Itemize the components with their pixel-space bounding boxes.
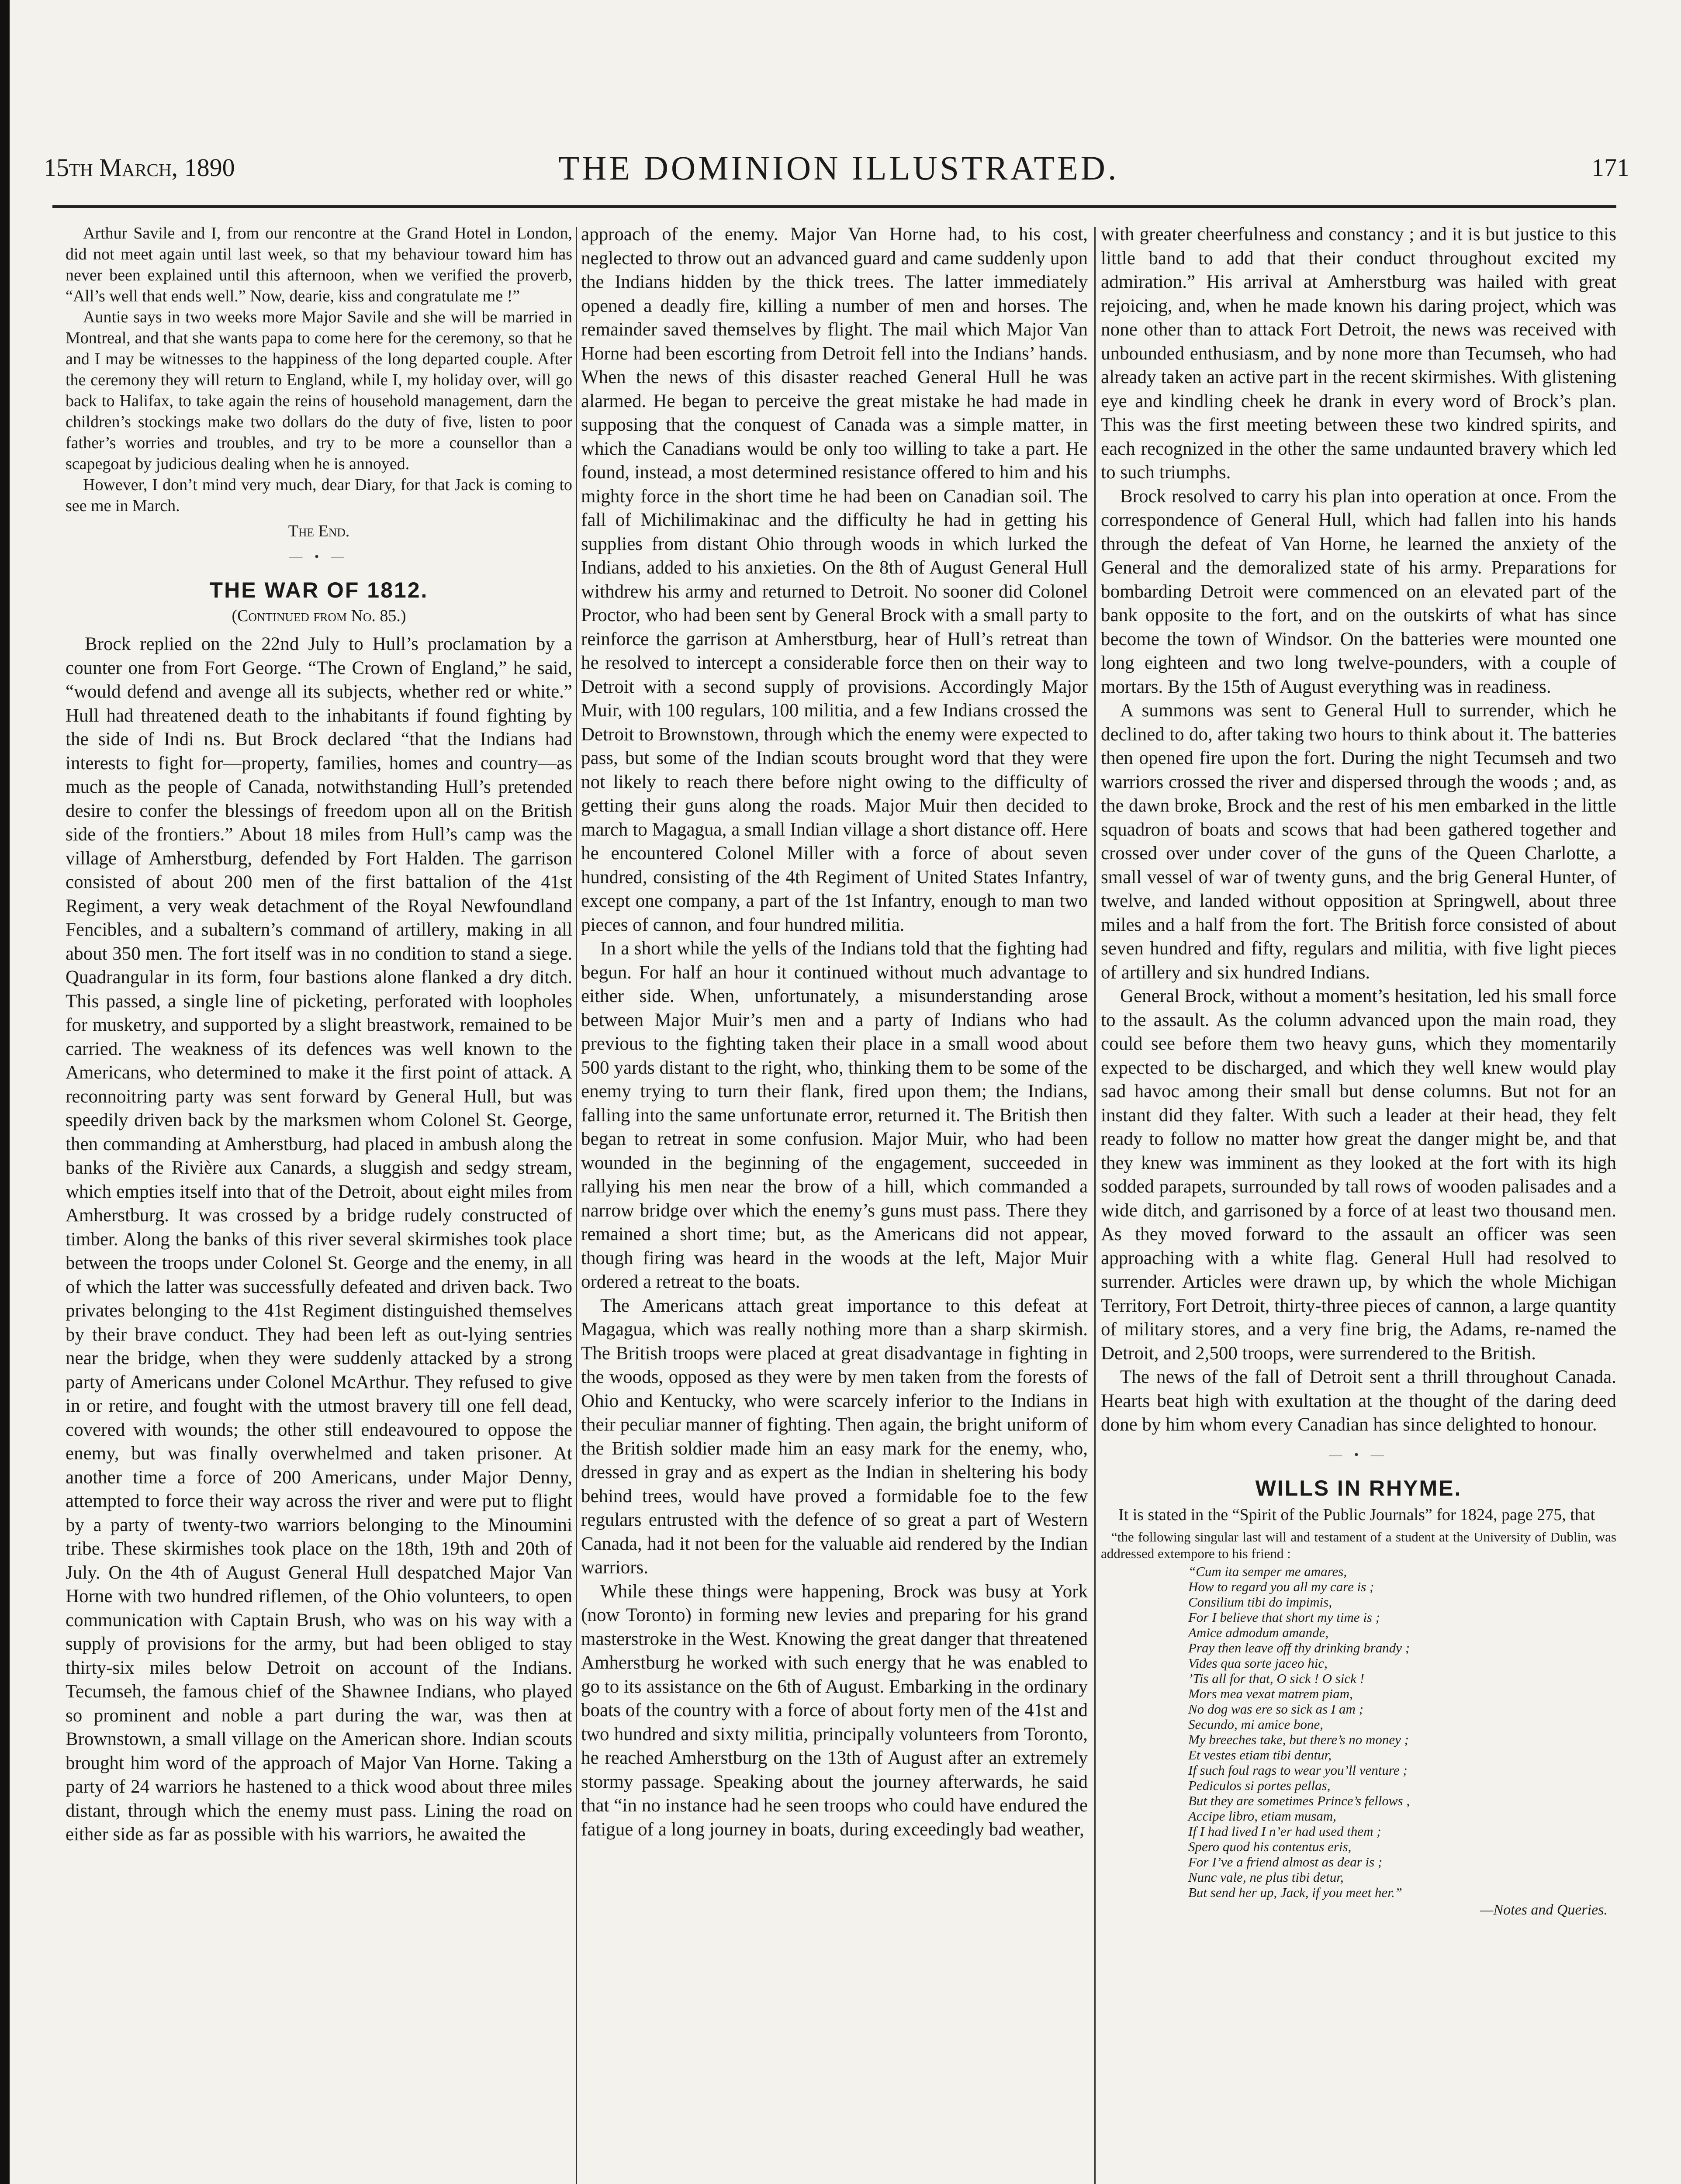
story-paragraph: Arthur Savile and I, from our rencontre at the Grand Hotel in London, did not meet again until last week, so that my behaviour toward him has never been explained until this afternoon, when we verified the proverb, “All’s well that ends well.” Now, dearie, kiss and congratulate me !” [66, 224, 572, 305]
article-paragraph: Brock replied on the 22nd July to Hull’s proclamation by a counter one from Fort George. “The Crown of England,” he said, “would defend and avenge all its subjects, whether red or white.” Hull had threatened death to the inhabitants if found fighting by the side of Indi ns. But Brock declared “that the Indians had interests to fight for—property, families, homes and country—as much as the people of Canada, notwithstanding Hull’s pretended desire to confer the blessings of freedom upon all on the British side of the frontiers.” About 18 miles from Hull’s camp was the village of Amherstburg, defended by Fort Halden. The garrison consisted of about 200 men of the first battalion of the 41st Regiment, a very weak detachment of the Royal Newfoundland Fencibles, and a subaltern’s command of artillery, making in all about 350 men. The fort itself was in no condition to stand a siege. Quadrangular in its form, four bastions alone flanked a dry ditch. This passed, a single line of picketing, perforated with loopholes for musketry, and supported by a slight breastwork, remained to be carried. The weakness of its defences was well known to the Americans, who determined to make it the first point of attack. A reconnoitring party was sent forward by General Hull, but was speedily driven back by the marksmen whom Colonel St. George, then commanding at Amherstburg, had placed in ambush along the banks of the Rivière aux Canards, a sluggish and sedgy stream, which empties itself into that of the Detroit, about eight miles from Amherstburg. It was crossed by a bridge rudely constructed of timber. Along the banks of this river several skirmishes took place between the troops under Colonel St. George and the enemy, in all of which the latter was successfully defeated and driven back. Two privates belonging to the 41st Regiment distinguished themselves by their brave conduct. They had been left as out-lying sentries near the bridge, when they were suddenly attacked by a strong party of Americans under Colonel McArthur. They refused to give in or retire, and fought with the utmost bravery till one fell dead, covered with wounds; the other still endeavoured to oppose the enemy, but was finally overwhelmed and taken prisoner. At another time a force of 200 Americans, under Major Denny, attempted to force their way across the river and were put to flight by a party of twenty-two warriors belonging to the Minoumini tribe. These skirmishes took place on the 18th, 19th and 20th of July. On the 4th of August General Hull despatched Major Van Horne with two hundred riflemen, of the Ohio volunteers, to open communication with Captain Brush, who was on his way with a supply of provisions for the army, but had been obliged to stay thirty-six miles below Detroit on account of the Indians. Tecumseh, the famous chief of the Shawnee Indians, who played so prominent and noble a part during the war, was then at Brownstown, a small village on the American shore. Indian scouts brought him word of the approach of Major Van Horne. Taking a party of 24 warriors he hastened to a thick wood about three miles distant, through which the enemy must pass. Lining the road on either side as far as possible with his warriors, he awaited the [66, 634, 572, 1845]
verse-line: If such foul rags to wear you’ll venture ; [1188, 1762, 1408, 1778]
war-article-subtitle: (Continued from No. 85.) [232, 607, 406, 625]
story-end-label: The End. [288, 522, 350, 540]
article-paragraph: The news of the fall of Detroit sent a thrill throughout Canada. Hearts beat high with exultation at the thought of the daring deed done by him whom every Canadian has since delighted to honour. [1101, 1367, 1616, 1435]
war-article-title: THE WAR OF 1812. [209, 578, 429, 602]
verse-line: Accipe libro, etiam musam, [1188, 1808, 1336, 1824]
verse-line: “Cum ita semper me amares, [1188, 1563, 1347, 1579]
page-number: 171 [1591, 153, 1629, 182]
verse-line: Et vestes etiam tibi dentur, [1188, 1747, 1332, 1762]
article-paragraph: Brock resolved to carry his plan into operation at once. From the correspondence of General Hull, which had fallen into his hands through the defeat of Van Horne, he learned the anxiety of the General and the demoralized state of his army. Preparations for bombarding Detroit were commenced on an elevated part of the bank opposite to the fort, and on the outskirts of what has since become the town of Windsor. On the batteries were mounted one long eighteen and two long twelve-pounders, with a couple of mortars. By the 15th of August everything was in readiness. [1101, 486, 1616, 697]
verse-line: Consilium tibi do impimis, [1188, 1594, 1332, 1610]
wills-quote-lead: “the following singular last will and testament of a student at the University of Dublin, was addressed extempore to his friend : [1101, 1529, 1616, 1561]
article-paragraph: A summons was sent to General Hull to surrender, which he declined to do, after taking two hours to think about it. The batteries then opened fire upon the fort. During the night Tecumseh and two warriors crossed the river and dispersed through the woods ; and, as the dawn broke, Brock and the rest of his men embarked in the little squadron of boats and scows that had been gathered together and crossed over under cover of the guns of the Queen Charlotte, a small vessel of war of twenty guns, and the brig General Hunter, of twelve, and landed without opposition at Springwell, about three miles and a half from the fort. The British force consisted of about seven hundred and fifty, regulars and militia, with five light pieces of artillery and six hundred Indians. [1101, 700, 1616, 983]
header-rule [52, 205, 1616, 208]
article-paragraph: General Brock, without a moment’s hesitation, led his small force to the assault. As the column advanced upon the main road, they could see before them two heavy guns, which they momentarily expected to be discharged, and which they well knew would play sad havoc among their small but dense columns. But not for an instant did they falter. With such a leader at their head, they felt ready to follow no matter how great the danger might be, and that they knew was imminent as they looked at the fort with its high sodded parapets, surrounded by tall rows of wooden palisades and a wide ditch, and garrisoned by a force of at least two thousand men. As they moved forward to the assault an officer was seen approaching with a white flag. General Hull had resolved to surrender. Articles were drawn up, by which the whole Michigan Territory, Fort Detroit, thirty-three pieces of cannon, a large quantity of military stores, and a very fine brig, the Adams, re-named the Detroit, and 2,500 troops, were surrendered to the British. [1101, 986, 1616, 1364]
verse-line: For I believe that short my time is ; [1188, 1609, 1380, 1625]
verse-line: Secundo, mi amice bone, [1188, 1716, 1324, 1732]
binding-edge [0, 0, 10, 2184]
publication-title: THE DOMINION ILLUSTRATED. [558, 149, 1119, 187]
verse-line: But send her up, Jack, if you meet her.” [1188, 1884, 1402, 1900]
wills-intro: It is stated in the “Spirit of the Public Journals” for 1824, page 275, that [1118, 1505, 1595, 1524]
wills-verse [1188, 1564, 1616, 1900]
verse-line: ’Tis all for that, O sick ! O sick ! [1188, 1670, 1364, 1686]
section-divider: — • — [1329, 1447, 1388, 1462]
verse-line: How to regard you all my care is ; [1188, 1579, 1374, 1594]
verse-line: Spero quod his contentus eris, [1188, 1838, 1352, 1854]
issue-date: 15th March, 1890 [44, 153, 235, 182]
verse-line: If I had lived I n’er had used them ; [1188, 1823, 1381, 1839]
section-divider: — • — [289, 549, 349, 564]
verse-line: Pray then leave off thy drinking brandy ; [1188, 1640, 1410, 1655]
wills-article-title: WILLS IN RHYME. [1255, 1476, 1462, 1500]
verse-line: Nunc vale, ne plus tibi detur, [1188, 1869, 1344, 1885]
column-1 [66, 223, 572, 2184]
column-rule-2 [1094, 227, 1096, 2184]
verse-line: Mors mea vexat matrem piam, [1188, 1686, 1353, 1701]
page-header [39, 149, 1638, 197]
verse-line: Vides qua sorte jaceo hic, [1188, 1655, 1328, 1671]
verse-line: But they are sometimes Prince’s fellows , [1188, 1793, 1410, 1808]
verse-line: Pediculos si portes pellas, [1188, 1777, 1331, 1793]
column-3 [1101, 223, 1616, 2184]
article-paragraph: While these things were happening, Brock was busy at York (now Toronto) in forming new levies and preparing for his grand masterstroke in the West. Knowing the great danger that threatened Amherstburg he worked with such energy that he was enabled to go to its assistance on the 6th of August. Embarking in the ordinary boats of the country with a force of about forty men of the 41st and two hundred and sixty militia, principally volunteers from Toronto, he reached Amherstburg on the 13th of August after an extremely stormy passage. Speaking about the journey afterwards, he said that “in no instance had he seen troops who could have endured the fatigue of a long journey in boats, during exceedingly bad weather, [581, 1581, 1088, 1840]
article-paragraph: In a short while the yells of the Indians told that the fighting had begun. For half an hour it continued without much advantage to either side. When, unfortunately, a misunderstanding arose between Major Muir’s men and a party of Indians who had previous to the fighting taken their place in a small wood about 500 yards distant to the right, who, thinking them to be some of the enemy trying to turn their flank, fired upon them; the Indians, falling into the same unfortunate error, returned it. The British then began to retreat in some confusion. Major Muir, who had been wounded in the beginning of the engagement, succeeded in rallying his men near the brow of a hill, which commanded a narrow bridge over which the enemy’s guns must pass. There they remained a short time; but, as the Americans did not appear, though firing was heard in the woods at the left, Major Muir ordered a retreat to the boats. [581, 938, 1088, 1292]
column-2 [581, 223, 1088, 2184]
column-rule-1 [576, 227, 577, 2184]
verse-line: My breeches take, but there’s no money ; [1188, 1731, 1409, 1747]
story-paragraph: However, I don’t mind very much, dear Diary, for that Jack is coming to see me in March. [66, 476, 572, 515]
verse-line: For I’ve a friend almost as dear is ; [1188, 1854, 1383, 1870]
verse-line: Amice admodum amande, [1188, 1624, 1329, 1640]
article-paragraph: The Americans attach great importance to this defeat at Magagua, which was really nothing more than a sharp skirmish. The British troops were placed at great disadvantage in fighting in the woods, opposed as they were by men taken from the forests of Ohio and Kentucky, who were scarcely inferior to the Indians in their peculiar manner of fighting. Then again, the bright uniform of the British soldier made him an easy mark for the enemy, who, dressed in gray and as expert as the Indian in sheltering his body behind trees, would have proved a formidable foe to the few regulars entrusted with the defence of so great a part of Western Canada, had it not been for the valuable aid rendered by the Indian warriors. [581, 1295, 1088, 1578]
article-paragraph: approach of the enemy. Major Van Horne had, to his cost, neglected to throw out an advanced guard and came suddenly upon the Indians hidden by the thick trees. The latter immediately opened a deadly fire, killing a number of men and horses. The remainder saved themselves by flight. The mail which Major Van Horne had been escorting from Detroit fell into the Indians’ hands. When the news of this disaster reached General Hull he was alarmed. He began to perceive the great mistake he had made in supposing that the conquest of Canada was a simple matter, in which the Canadians would be only too willing to take a part. He found, instead, a most determined resistance offered to him and his mighty force in the short time he had been on Canadian soil. The fall of Michilimakinac and the difficulty he had in getting his supplies from distant Ohio through woods in which lurked the Indians, added to his anxieties. On the 8th of August General Hull withdrew his army and returned to Detroit. No sooner did Colonel Proctor, who had been sent by General Brock with a small party to reinforce the garrison at Amherstburg, hear of Hull’s retreat than he resolved to intercept a considerable force then on their way to Detroit with a second supply of provisions. Accordingly Major Muir, with 100 regulars, 100 militia, and a few Indians crossed the Detroit to Brownstown, through which the enemy were expected to pass, but some of the Indian scouts brought word that they were not likely to reach there before night owing to the difficulty of getting their guns along the roads. Major Muir then decided to march to Magagua, a small Indian village a short distance off. Here he encountered Colonel Miller with a force of about seven hundred, consisting of the 4th Regiment of United States Infantry, except one company, a part of the 1st Infantry, enough to man two pieces of cannon, and four hundred militia. [581, 224, 1088, 935]
wills-attribution: —Notes and Queries. [1480, 1901, 1608, 1918]
verse-line: No dog was ere so sick as I am ; [1188, 1701, 1363, 1717]
story-paragraph: Auntie says in two weeks more Major Savile and she will be married in Montreal, and that she wants papa to come here for the ceremony, so that he and I may be witnesses to the happiness of the long departed couple. After the ceremony they will return to England, while I, my holiday over, will go back to Halifax, to take again the reins of household management, darn the children’s stockings make two dollars do the duty of five, listen to poor father’s worries and troubles, and try to be more a counsellor than a scapegoat by judicious dealing when he is annoyed. [66, 308, 572, 473]
article-paragraph: with greater cheerfulness and constancy ; and it is but justice to this little band to add that their conduct throughout excited my admiration.” His arrival at Amherstburg was hailed with great rejoicing, and, when he made known his daring project, which was none other than to attack Fort Detroit, the news was received with unbounded enthusiasm, and by none more than Tecumseh, who had already taken an active part in the recent skirmishes. With glistening eye and kindling cheek he drank in every word of Brock’s plan. This was the first meeting between these two kindred spirits, and each recognized in the other the same undaunted bravery which led to such triumphs. [1101, 224, 1616, 483]
